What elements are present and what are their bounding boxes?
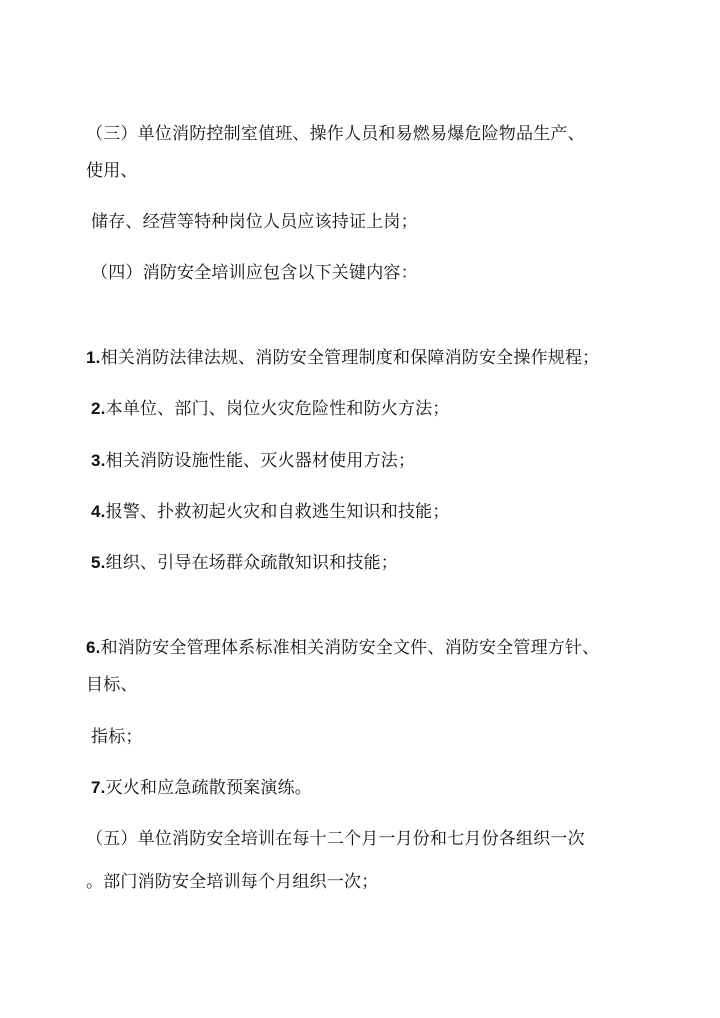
item-number: 1. [86,348,101,367]
line-text: 本单位、部门、岗位火灾危险性和防火方法； [105,399,450,419]
paragraph-line [86,122,585,146]
item-number: 6. [86,638,101,657]
paragraph-line [86,827,585,851]
paragraph-line [91,261,418,285]
list-item [91,449,415,473]
line-text: 相关消防法律法规、消防安全管理制度和保障消防安全操作规程； [100,348,600,368]
line-text: 使用、 [86,161,138,181]
list-item [91,776,312,800]
item-number: 2. [91,399,106,418]
paragraph-line [91,725,143,749]
list-item [86,636,599,660]
line-text: 报警、扑救初起火灾和自救逃生知识和技能； [105,502,450,522]
line-text: 目标、 [86,675,138,695]
paragraph-line [86,870,378,894]
line-text: 指标； [91,727,143,747]
paragraph-line [91,210,418,234]
item-number: 5. [91,553,106,572]
item-number: 4. [91,502,106,521]
paragraph-line [86,673,138,697]
line-text: 相关消防设施性能、灭火器材使用方法； [105,451,416,471]
list-item [91,397,450,421]
list-item [86,346,599,370]
line-text: 组织、引导在场群众疏散知识和技能； [105,553,398,573]
list-item [91,551,398,575]
line-text: 灭火和应急疏散预案演练。 [105,778,312,798]
line-text: 和消防安全管理体系标准相关消防安全文件、消防安全管理方针、 [100,638,600,658]
line-text: 储存、经营等特种岗位人员应该持证上岗； [91,212,418,232]
item-number: 3. [91,451,106,470]
paragraph-line [86,159,138,183]
line-text: （四）消防安全培训应包含以下关键内容： [91,263,418,283]
list-item [91,500,450,524]
line-text: （三）单位消防控制室值班、操作人员和易燃易爆危险物品生产、 [86,124,585,144]
line-text: （五）单位消防安全培训在每十二个月一月份和七月份各组织一次 [86,829,585,849]
line-text: 。部门消防安全培训每个月组织一次； [86,872,379,892]
item-number: 7. [91,778,106,797]
